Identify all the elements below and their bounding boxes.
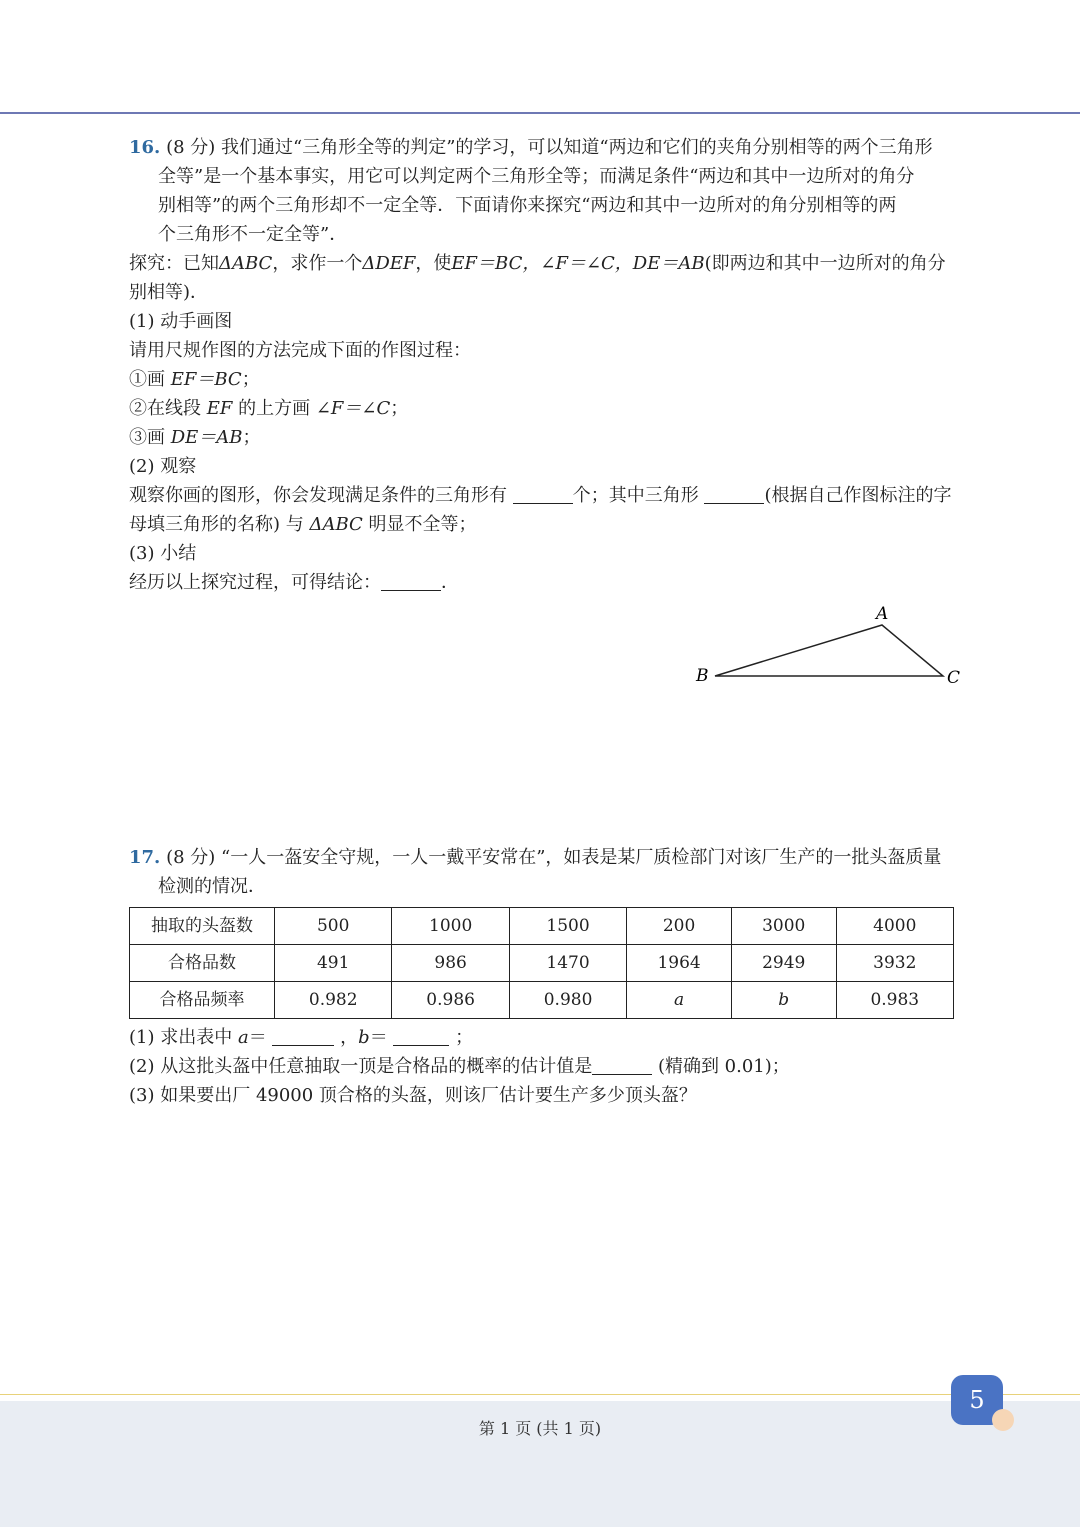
table-cell: 1500: [509, 908, 626, 945]
explore-text-d: (即两边和其中一边所对的角分: [704, 253, 946, 274]
step2-text-a: ②在线段: [129, 398, 207, 419]
q17p1-text-c: ，: [334, 1027, 359, 1048]
row-header-frequency: 合格品频率: [130, 982, 275, 1019]
explore-math-def: ΔDEF: [362, 253, 416, 274]
q17p1-text-e: ；: [449, 1027, 474, 1048]
explore-math-conditions: EF＝BC，∠F＝∠C，DE＝AB: [451, 253, 705, 274]
q16-line-4: 个三角形不一定全等”．: [158, 224, 348, 245]
p2-text-b: 个；其中三角形: [572, 485, 705, 506]
q16-line-3: 别相等”的两个三角形却不一定全等．下面请你来探究“两边和其中一边所对的角分别相等的两: [158, 195, 897, 216]
q16-line-1: [129, 133, 989, 162]
q16-step-1: [129, 365, 989, 394]
table-cell-a: a: [627, 982, 732, 1019]
answer-blank-b[interactable]: [393, 1027, 449, 1046]
q16-line-2: 全等”是一个基本事实，用它可以判定两个三角形全等；而满足条件“两边和其中一边所对的角分: [158, 166, 915, 187]
q16-part1-intro: 请用尺规作图的方法完成下面的作图过程：: [129, 340, 471, 361]
q17p2-text-a: (2) 从这批头盔中任意抽取一顶是合格品的概率的估计值是: [129, 1056, 593, 1077]
vertex-label-a: A: [876, 604, 889, 624]
p2-line2-text-b: 明显不全等；: [362, 514, 477, 535]
step2-text-b: 的上方画: [232, 398, 316, 419]
table-cell: 0.980: [509, 982, 626, 1019]
q17-part-2: [129, 1052, 989, 1081]
p2-text-c: (根据自己作图标注的字: [764, 485, 952, 506]
q17-text-1: (8 分) “一人一盔安全守规，一人一戴平安常在”，如表是某厂质检部门对该厂生产的一批头盔质量: [166, 847, 942, 868]
header-rule: [0, 112, 1080, 114]
table-cell: 200: [627, 908, 732, 945]
answer-blank-count[interactable]: [513, 485, 573, 504]
triangle-abc: [715, 625, 943, 676]
step3-math: DE＝AB: [170, 427, 243, 448]
q17-number: 17.: [129, 847, 161, 868]
table-cell: 986: [392, 945, 509, 982]
p2-line2-math: ΔABC: [309, 514, 363, 535]
step3-text-b: ；: [242, 427, 261, 448]
footer-rule: [0, 1394, 1080, 1395]
p3-text-a: 经历以上探究过程，可得结论：: [129, 572, 381, 593]
page-footer-text: 第 1 页 (共 1 页): [478, 1419, 602, 1438]
answer-blank-conclusion[interactable]: [381, 572, 441, 591]
step1-text-b: ；: [241, 369, 260, 390]
table-cell: 3000: [731, 908, 836, 945]
q17-part-3: (3) 如果要出厂 49000 顶合格的头盔，则该厂估计要生产多少顶头盔？: [129, 1085, 697, 1106]
row-header-qualified: 合格品数: [130, 945, 275, 982]
step2-text-c: ；: [390, 398, 409, 419]
decorative-dot: [992, 1409, 1014, 1431]
p2-text-a: 观察你画的图形，你会发现满足条件的三角形有: [129, 485, 513, 506]
explore-text-a: 探究：已知: [129, 253, 219, 274]
table-cell: 3932: [836, 945, 953, 982]
q17-line-1: [129, 843, 989, 872]
p2-line2-text-a: 母填三角形的名称) 与: [129, 514, 310, 535]
q17p1-text-a: (1) 求出表中: [129, 1027, 238, 1048]
q16-part3-title: (3) 小结: [129, 543, 197, 564]
table-row: [130, 945, 954, 982]
q16-part3-line: [129, 568, 989, 597]
table-cell: 0.982: [275, 982, 392, 1019]
answer-blank-probability[interactable]: [592, 1056, 652, 1075]
answer-blank-a[interactable]: [272, 1027, 334, 1046]
q16-step-3: [129, 423, 989, 452]
helmet-quality-table: [129, 907, 954, 1019]
q17-line-2: 检测的情况．: [158, 876, 266, 897]
step2-math-2: ∠F＝∠C: [315, 398, 391, 419]
vertex-label-b: B: [696, 666, 709, 686]
table-row: [130, 908, 954, 945]
explore-math-abc: ΔABC: [219, 253, 273, 274]
table-cell: 1964: [627, 945, 732, 982]
explore-text-b: ，求作一个: [272, 253, 363, 274]
q16-part2-line-2: [129, 510, 989, 539]
table-cell: 0.983: [836, 982, 953, 1019]
vertex-label-c: C: [947, 668, 961, 688]
table-cell-b: b: [731, 982, 836, 1019]
q17p1-math-b: b: [358, 1027, 370, 1048]
explore-text-c: ，使: [415, 253, 452, 274]
step2-math-1: EF: [206, 398, 233, 419]
q16-step-2: [129, 394, 989, 423]
q16-text-1: (8 分) 我们通过“三角形全等的判定”的学习，可以知道“两边和它们的夹角分别相等的两个三角形: [166, 137, 933, 158]
q17-part-1: [129, 1023, 989, 1052]
table-cell: 4000: [836, 908, 953, 945]
table-cell: 1470: [509, 945, 626, 982]
step3-text-a: ③画: [129, 427, 171, 448]
table-cell: 500: [275, 908, 392, 945]
step1-math: EF＝BC: [170, 369, 242, 390]
question-17: [129, 843, 989, 1110]
step1-text-a: ①画: [129, 369, 171, 390]
table-cell: 2949: [731, 945, 836, 982]
q16-explore-cont: 别相等)．: [129, 282, 209, 303]
q16-part1-title: (1) 动手画图: [129, 311, 233, 332]
q17p2-text-b: (精确到 0.01)；: [652, 1056, 790, 1077]
table-cell: 491: [275, 945, 392, 982]
q16-part2-line-1: [129, 481, 989, 510]
q17p1-text-b: ＝: [248, 1027, 273, 1048]
question-16: [129, 133, 989, 597]
q16-explore: [129, 249, 989, 278]
q16-part2-title: (2) 观察: [129, 456, 197, 477]
q17p1-text-d: ＝: [369, 1027, 394, 1048]
q16-number: 16.: [129, 137, 161, 158]
triangle-abc-figure: [690, 600, 970, 695]
table-row: [130, 982, 954, 1019]
table-cell: 0.986: [392, 982, 509, 1019]
q17p1-math-a: a: [237, 1027, 249, 1048]
table-cell: 1000: [392, 908, 509, 945]
p3-text-b: ．: [441, 572, 459, 593]
answer-blank-triangle[interactable]: [704, 485, 764, 504]
page-number-badge: 5: [951, 1375, 1003, 1425]
row-header-sampled: 抽取的头盔数: [130, 908, 275, 945]
